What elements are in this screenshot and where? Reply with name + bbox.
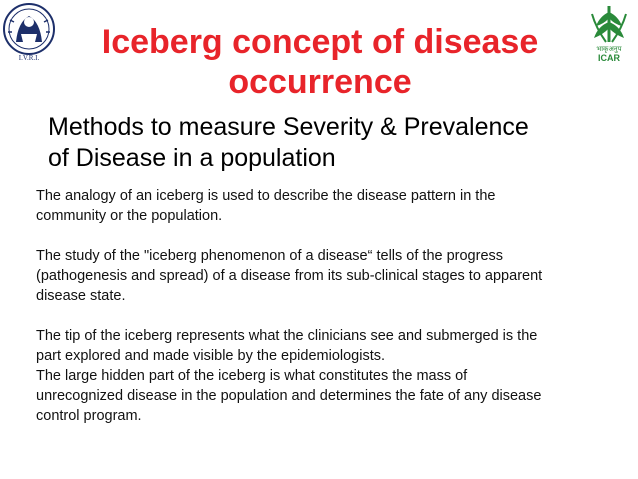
icar-logo (582, 2, 636, 64)
slide-subtitle (48, 112, 628, 174)
paragraph2-line2: (pathogenesis and spread) of a disease from its sub-clinical stages to apparent (36, 268, 543, 284)
paragraph1-line2: community or the population. (36, 208, 223, 224)
paragraph-gap (36, 226, 606, 246)
ivri-logo (2, 2, 56, 64)
subtitle-line-2: of Disease in a population (48, 144, 336, 172)
title-line-2: occurrence (228, 63, 412, 101)
paragraph3-line2: part explored and made visible by the epidemiologists. (36, 348, 386, 364)
icar-hindi: भाकृअनुप (596, 45, 622, 53)
paragraph-analogy (36, 186, 606, 226)
paragraph4-line2: unrecognized disease in the population and determines the fate of any disease (36, 388, 542, 404)
paragraph-gap (36, 306, 606, 326)
paragraph-study (36, 246, 606, 306)
paragraph4-line1: The large hidden part of the iceberg is what constitutes the mass of (36, 368, 468, 384)
slide-title (60, 22, 580, 102)
slide-body (36, 186, 606, 426)
paragraph4-line3: control program. (36, 408, 142, 424)
paragraph2-line1: The study of the "iceberg phenomenon of a disease“ tells of the progress (36, 248, 504, 264)
title-line-1: Iceberg concept of disease (101, 23, 539, 61)
paragraph2-line3: disease state. (36, 288, 126, 304)
subtitle-line-1: Methods to measure Severity & Prevalence (48, 113, 529, 141)
ivri-caption: I.V.R.I. (18, 54, 40, 62)
paragraph-hidden (36, 366, 606, 426)
icar-wheat-icon (582, 2, 636, 64)
paragraph-tip (36, 326, 606, 366)
paragraph1-line1: The analogy of an iceberg is used to describe the disease pattern in the (36, 188, 496, 204)
paragraph3-line1: The tip of the iceberg represents what the clinicians see and submerged is the (36, 328, 538, 344)
ivri-seal-icon (2, 2, 56, 64)
icar-caption: ICAR (598, 53, 620, 63)
